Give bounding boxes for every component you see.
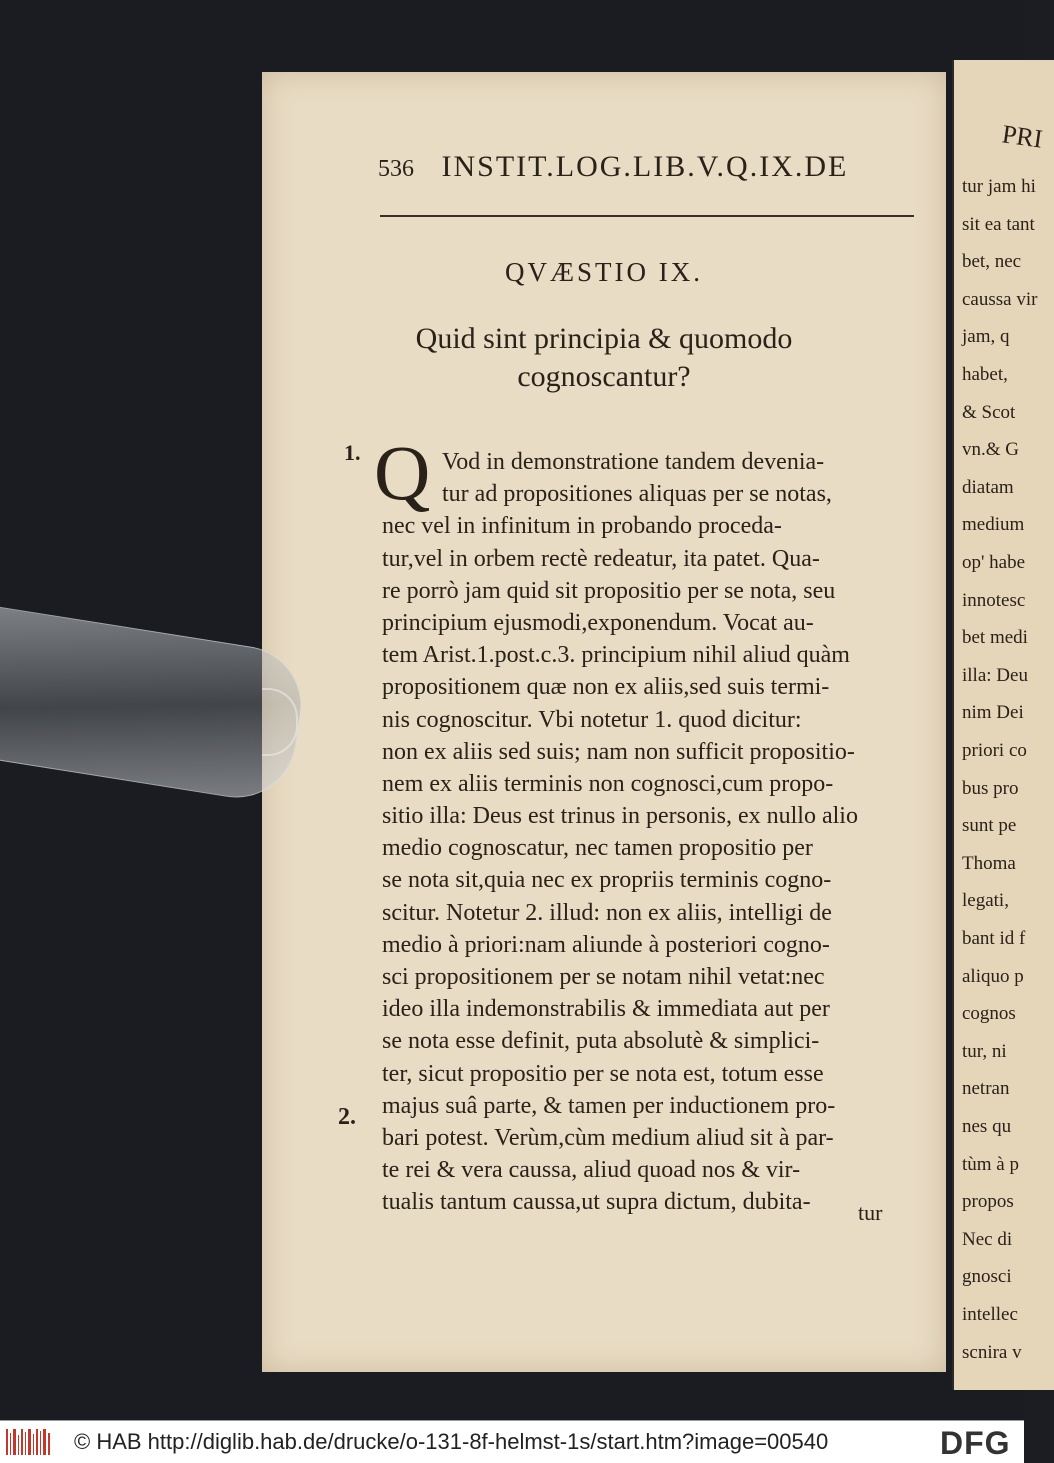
catchword: tur <box>858 1200 883 1225</box>
text-line: medio à priori:nam aliunde à posteriori cogno- <box>382 931 830 958</box>
text-line: scitur. Notetur 2. illud: non ex aliis, intelligi de <box>382 899 832 926</box>
next-page-line: & Scot <box>962 401 1016 423</box>
next-page-line: gnosci <box>962 1266 1012 1288</box>
next-page-line: jam, q <box>962 326 1010 348</box>
next-page-line: legati, <box>962 890 1009 912</box>
dfg-logo: DFG <box>940 1425 1011 1461</box>
text-line: se nota sit,quia nec ex propriis terminis cogno- <box>382 867 832 894</box>
next-page-line: aliquo p <box>962 965 1024 987</box>
next-page-fragment <box>952 60 1054 1390</box>
body-text <box>382 446 918 1219</box>
next-page-line: bet, nec <box>962 251 1022 273</box>
next-page-line: tur, ni <box>962 1040 1007 1062</box>
header-rule <box>380 215 914 217</box>
next-page-line: habet, <box>962 364 1008 385</box>
next-page-line: bus pro <box>962 777 1019 799</box>
running-header <box>378 150 918 190</box>
next-page-line: bet medi <box>962 627 1028 649</box>
question-number: QVÆSTIO IX. <box>505 257 703 287</box>
next-page-line: sunt pe <box>962 815 1017 837</box>
next-page-line: illa: Deu <box>962 664 1028 686</box>
copyright-url[interactable]: © HAB http://diglib.hab.de/drucke/o-131-8f-helmst-1s/start.htm?image=00540 <box>74 1429 829 1454</box>
question-title-line: Quid sint principia & quomodo <box>415 322 793 355</box>
text-line: re porrò jam quid sit propositio per se nota, seu <box>382 577 836 604</box>
drop-cap: Q <box>374 429 431 516</box>
next-page-line: tùm à p <box>962 1153 1019 1175</box>
text-line: ideo illa indemonstrabilis & immediata aut per <box>382 996 830 1023</box>
next-page-line: bant id f <box>962 928 1026 949</box>
text-line: tualis tantum caussa,ut supra dictum, dubita- <box>382 1189 811 1216</box>
next-page-line: vn.& G <box>962 439 1019 461</box>
next-page-line: propos <box>962 1191 1014 1213</box>
footer-bar <box>0 1420 1024 1463</box>
text-line: nis cognoscitur. Vbi notetur 1. quod dicitur: <box>382 706 802 733</box>
next-page-line: tur jam hi <box>962 176 1036 197</box>
next-page-line: priori co <box>962 740 1027 761</box>
text-line: tur ad propositiones aliquas per se notas, <box>442 481 832 508</box>
text-line: sitio illa: Deus est trinus in personis, ex nullo alio <box>382 803 858 830</box>
running-header-title: INSTIT.LOG.LIB.V.Q.IX.DE <box>441 150 849 183</box>
text-line: sci propositionem per se notam nihil vetat:nec <box>382 964 825 990</box>
text-line: principium ejusmodi,exponendum. Vocat au- <box>382 609 814 636</box>
paragraph-number: 1. <box>344 440 361 465</box>
next-page-line: Nec di <box>962 1228 1013 1250</box>
text-line: majus suâ parte, & tamen per inductionem pro- <box>382 1092 836 1119</box>
text-line: propositionem quæ non ex aliis,sed suis termi- <box>382 674 830 701</box>
next-page-header: PRI <box>1000 119 1045 154</box>
next-page-line: Thoma <box>962 852 1016 874</box>
text-line: te rei & vera caussa, aliud quoad nos & vir- <box>382 1157 801 1184</box>
page-number: 536 <box>378 156 414 182</box>
paragraph-number: 2. <box>338 1104 356 1130</box>
question-title-line: cognoscantur? <box>517 360 691 393</box>
text-line: se nota esse definit, puta absolutè & simplici- <box>382 1028 820 1055</box>
next-page-line: netran <box>962 1078 1010 1100</box>
next-page-line: nes qu <box>962 1116 1012 1137</box>
book-page <box>262 72 946 1372</box>
barcode-logo-icon <box>6 1429 50 1455</box>
next-page-line: scnira v <box>962 1341 1022 1363</box>
text-line: bari potest. Verùm,cùm medium aliud sit à par- <box>382 1124 834 1151</box>
next-page-line: op' habe <box>962 552 1026 573</box>
text-line: ter, sicut propositio per se nota est, totum esse <box>382 1060 824 1087</box>
text-line: Vod in demonstratione tandem devenia- <box>442 449 825 475</box>
next-page-line: nim Dei <box>962 702 1024 724</box>
next-page-line: medium <box>962 514 1025 536</box>
text-line: medio cognoscatur, nec tamen propositio per <box>382 835 813 862</box>
next-page-line: sit ea tant <box>962 213 1035 235</box>
text-line: nec vel in infinitum in probando proceda- <box>382 513 782 540</box>
text-line: nem ex aliis terminis non cognosci,cum propo- <box>382 770 834 797</box>
text-line: tur,vel in orbem rectè redeatur, ita patet. Qua- <box>382 545 820 572</box>
next-page-line: caussa vir <box>962 288 1038 310</box>
next-page-line: intellec <box>962 1304 1018 1325</box>
question-title <box>262 320 946 396</box>
text-line: tem Arist.1.post.c.3. principium nihil aliud quàm <box>382 642 850 669</box>
next-page-line: innotesc <box>962 589 1026 611</box>
next-page-line: cognos <box>962 1003 1016 1025</box>
next-page-line: diatam <box>962 476 1014 498</box>
text-line: non ex aliis sed suis; nam non sufficit propositio- <box>382 738 855 765</box>
